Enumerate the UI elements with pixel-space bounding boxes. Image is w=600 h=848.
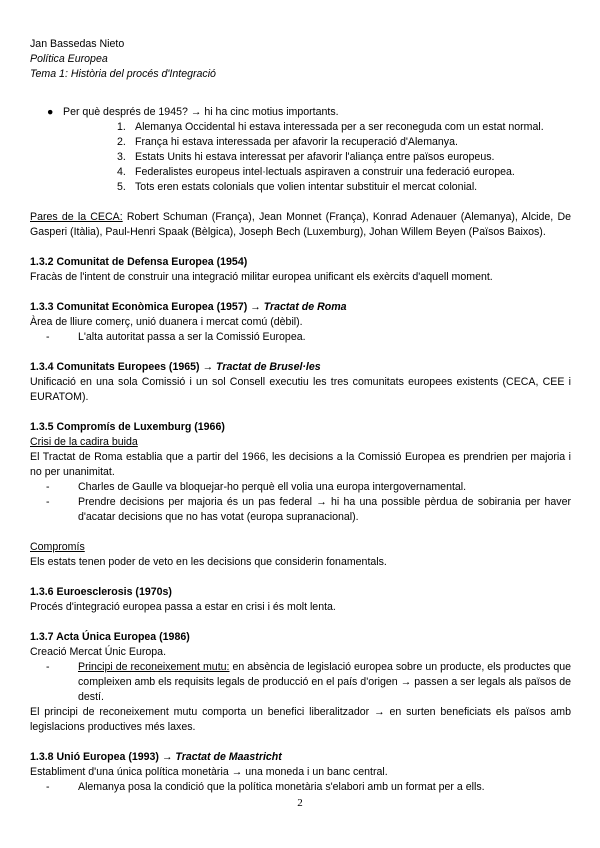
section-1-3-4: 1.3.4 Comunitats Europees (1965) → Tractat de Brusel·les Unificació en una sola Comissió i un sol Consell executiu les tres comunitats europees existents (CECA, CEE i EURATOM). <box>30 361 571 403</box>
reasons-list <box>63 120 571 195</box>
section-title: 1.3.6 Euroesclerosis (1970s) <box>30 586 172 598</box>
section-title: 1.3.3 Comunitat Econòmica Europea (1957) → Tractat de Roma <box>30 301 347 313</box>
list-item: 1. Alemanya Occidental hi estava interessada per a ser reconeguda com un estat normal. <box>117 121 544 133</box>
list-item: 3. Estats Units hi estava interessat per afavorir l'aliança entre països europeus. <box>117 151 495 163</box>
header-topic: Tema 1: Història del procés d'Integració <box>30 68 216 80</box>
list-item: - Alemanya posa la condició que la política monetària s'elabori amb un format per a ells. <box>46 781 485 793</box>
subheading: Crisi de la cadira buida <box>30 436 138 448</box>
bullet-icon: ● <box>47 106 54 118</box>
list-item: 4. Federalistes europeus intel·lectuals aspiraven a construir una federació europea. <box>117 166 515 178</box>
header-course: Política Europea <box>30 53 108 65</box>
list-item: 2. França hi estava interessada per afavorir la recuperació d'Alemanya. <box>117 136 458 148</box>
page-number: 2 <box>297 797 303 809</box>
ceca-founders-paragraph: Pares de la CECA: Robert Schuman (França), Jean Monnet (França), Konrad Adenauer (Alemanya), Alcide, De Gasperi (Itàlia), Paul-Henri Spaak (Bèlgica), Joseph Bech (Luxemburg), Johan Willem Beyen (Països Baixos). <box>30 211 571 238</box>
section-1-3-5: 1.3.5 Compromís de Luxemburg (1966) Crisi de la cadira buida El Tractat de Roma establia que a partir del 1966, les decisions a la Comissió Europea es prendrien per majoria i no per unanimitat. - Charles de Gaulle va bloquejar-ho perquè ell volia una europa intergovernamental. - Prendre decisions per majoria és un pas federal → hi ha una possible pèrdua de sobirania per haver d'acatar decisions que no has votat (europa supranacional). Compromís Els estats tenen poder de veto en les decisions que considerin fonamentals. <box>30 421 571 568</box>
section-1-3-2: 1.3.2 Comunitat de Defensa Europea (1954) Fracàs de l'intent de construir una integració militar europea unificant els exèrcits d'aquell moment. <box>30 255 571 285</box>
list-item: 5. Tots eren estats colonials que volien intentar substituir el mercat colonial. <box>117 181 478 193</box>
header-author: Jan Bassedas Nieto <box>30 38 125 50</box>
section-title: 1.3.7 Acta Única Europea (1986) <box>30 631 190 643</box>
section-title: 1.3.2 Comunitat de Defensa Europea (1954) <box>30 256 248 268</box>
section-1-3-6: 1.3.6 Euroesclerosis (1970s) Procés d'integració europea passa a estar en crisi i és molt lenta. <box>30 585 571 615</box>
list-item: ● Per què després de 1945? → hi ha cinc motius importants. 1. Alemanya Occidental hi estava interessada per a ser reconeguda com un estat normal. 2. França hi estava interessada per afavorir la recuperació d'Alemanya. 3. Estats Units hi estava interessat per afavorir l'aliança entre països europeus. 4. Federalistes europeus intel·lectuals aspiraven a construir una federació europea. 5. Tots eren estats colonials que volien intentar substituir el mercat colonial. <box>30 105 571 195</box>
section-title: 1.3.5 Compromís de Luxemburg (1966) <box>30 421 225 433</box>
section-1-3-7: 1.3.7 Acta Única Europea (1986) Creació Mercat Únic Europa. - Principi de reconeixement mutu: en absència de legislació europea sobre un producte, els productes que compleixen amb els requisits legals de producció en el país d'origen → passen a ser legals als països de destí. El principi de reconeixement mutu comporta un benefici liberalitzador → en surten beneficiats els països amb legislacions productives més laxes. <box>30 631 571 733</box>
list-item: - Charles de Gaulle va bloquejar-ho perquè ell volia una europa intergovernamental. <box>46 481 467 493</box>
intro-bullet-list <box>30 105 571 195</box>
section-title: 1.3.8 Unió Europea (1993) → Tractat de Maastricht <box>30 751 282 763</box>
list-item: - Prendre decisions per majoria és un pas federal → hi ha una possible pèrdua de sobirania per haver d'acatar decisions que no has votat (europa supranacional). <box>46 496 571 523</box>
ceca-label: Pares de la CECA: <box>30 211 123 223</box>
document-page <box>30 37 571 795</box>
list-item: - L'alta autoritat passa a ser la Comissió Europea. <box>46 331 306 343</box>
section-1-3-8: 1.3.8 Unió Europea (1993) → Tractat de Maastricht Establiment d'una única política monetària → una moneda i un banc central. - Alemanya posa la condició que la política monetària s'elabori amb un format per a ells. <box>30 750 571 795</box>
section-1-3-3: 1.3.3 Comunitat Econòmica Europea (1957) → Tractat de Roma Àrea de lliure comerç, unió duanera i mercat comú (dèbil). - L'alta autoritat passa a ser la Comissió Europea. <box>30 300 571 345</box>
subheading: Compromís <box>30 541 85 553</box>
section-title: 1.3.4 Comunitats Europees (1965) → Tractat de Brusel·les <box>30 361 321 373</box>
list-item: - Principi de reconeixement mutu: en absència de legislació europea sobre un producte, els productes que compleixen amb els requisits legals de producció en el país d'origen → passen a ser legals als països de destí. <box>46 661 571 703</box>
